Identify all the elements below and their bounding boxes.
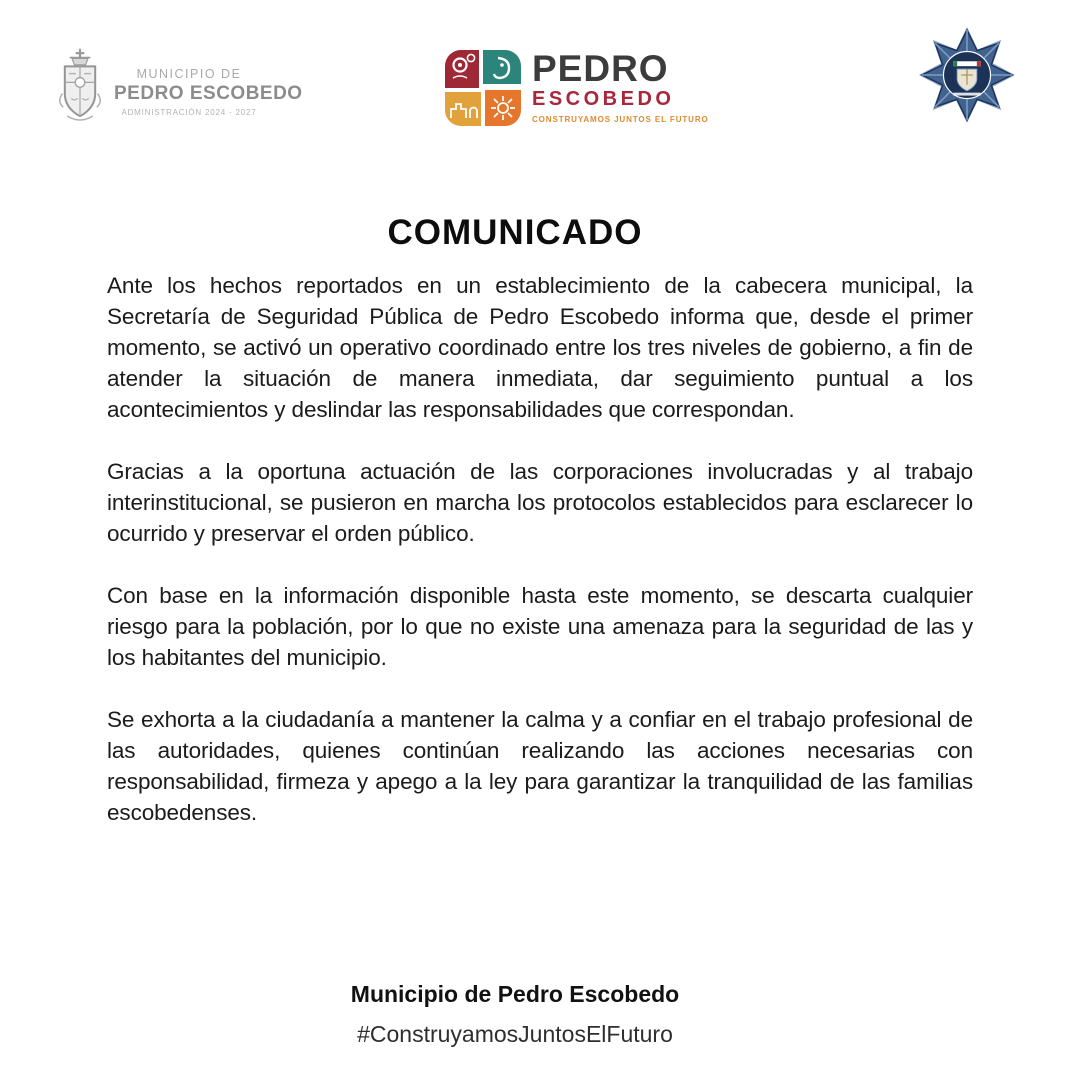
brand-tagline: CONSTRUYAMOS JUNTOS EL FUTURO <box>532 115 709 124</box>
page-title: COMUNICADO <box>387 213 643 252</box>
paragraph-2: Gracias a la oportuna actuación de las corporaciones involucradas y al trabajo interinstitucional, se pusieron en marcha los protocolos establecidos para esclarecer lo ocurrido y preservar el orden público. <box>107 459 973 546</box>
footer <box>0 981 1030 1048</box>
brand-logo-text <box>532 48 709 124</box>
communique-body <box>107 270 973 859</box>
brand-logo <box>443 48 709 128</box>
municipal-logo-line3: ADMINISTRACIÓN 2024 - 2027 <box>121 108 257 117</box>
brand-word-pedro: PEDRO <box>532 48 669 89</box>
brand-word-escobedo: ESCOBEDO <box>532 88 675 110</box>
header <box>0 0 1080 160</box>
footer-organization: Municipio de Pedro Escobedo <box>350 981 680 1007</box>
paragraph-4: Se exhorta a la ciudadanía a mantener la calma y a confiar en el trabajo profesional de las autoridades, quienes continúan realizando las acciones necesarias con responsabilidad, firmeza y apego a la ley para garantizar la tranquilidad de las familias escobedenses. <box>107 707 973 825</box>
municipal-logo-line2: PEDRO ESCOBEDO <box>114 83 303 104</box>
paragraph-3: Con base en la información disponible hasta este momento, se descarta cualquier riesgo para la población, por lo que no existe una amenaza para la seguridad de las y los habitantes del municipio. <box>107 583 973 670</box>
footer-hashtag: #ConstruyamosJuntosElFuturo <box>357 1021 673 1047</box>
brand-logo-icon <box>443 48 523 128</box>
paragraph-1: Ante los hechos reportados en un establecimiento de la cabecera municipal, la Secretaría de Seguridad Pública de Pedro Escobedo informa que, desde el primer momento, se activó un operativo coordinado entre los tres niveles de gobierno, a fin de atender la situación de manera inmediata, dar seguimiento puntual a los acontecimientos y deslindar las responsabilidades que correspondan. <box>107 273 973 422</box>
municipal-logo <box>56 46 303 138</box>
municipal-logo-line1: MUNICIPIO DE <box>136 67 242 81</box>
title-wrap <box>0 213 1030 253</box>
coat-of-arms-icon <box>56 46 104 138</box>
police-star-badge-icon <box>918 26 1016 124</box>
municipal-logo-text <box>114 67 303 117</box>
